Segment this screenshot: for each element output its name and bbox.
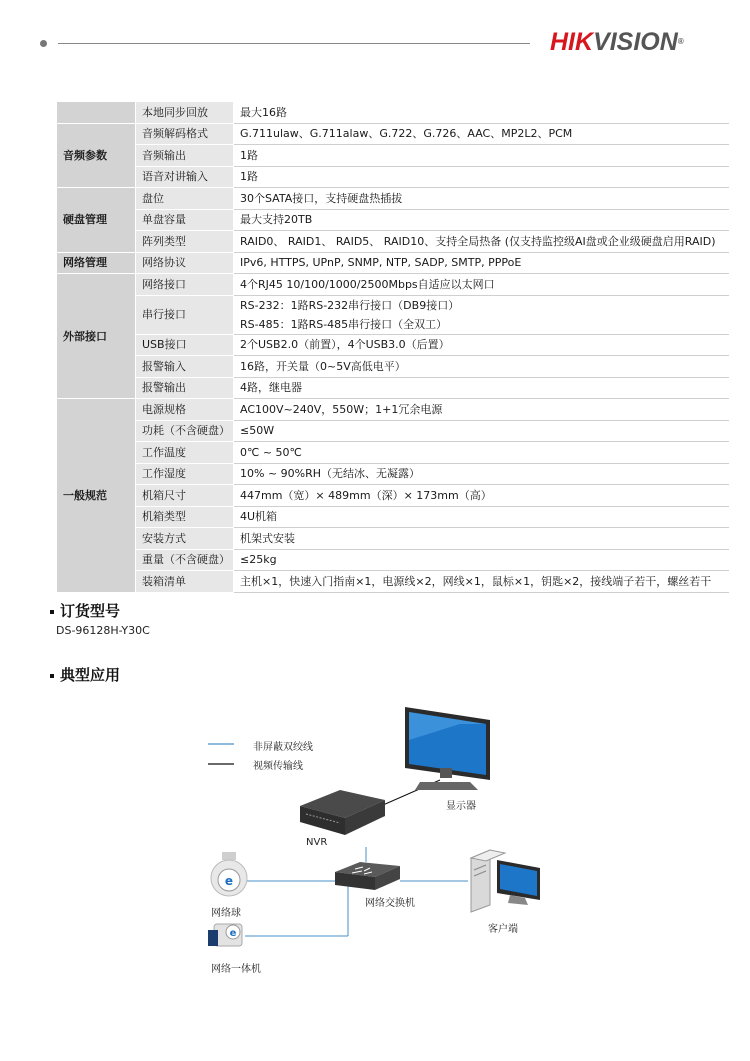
legend-blue-label: 非屏蔽双绞线 (253, 742, 313, 753)
application-section-title: 典型应用 (50, 664, 120, 685)
spec-value-line: RS-232：1路RS-232串行接口（DB9接口） (240, 298, 460, 312)
spec-label: 重量（不含硬盘） (136, 549, 234, 571)
order-section-title: 订货型号 (50, 600, 120, 621)
spec-label: 报警输出 (136, 377, 234, 399)
spec-label: 电源规格 (136, 399, 234, 421)
spec-label: 单盘容量 (136, 209, 234, 231)
spec-value-line: 16路，开关量（0~5V高低电平） (240, 359, 406, 373)
spec-value-line: 4U机箱 (240, 510, 278, 524)
spec-label: 盘位 (136, 188, 234, 210)
spec-value-line: AC100V~240V，550W；1+1冗余电源 (240, 402, 443, 416)
spec-value-line: 主机×1，快速入门指南×1，电源线×2，网线×1，鼠标×1，钥匙×2，接线端子若干，螺丝若干 (240, 574, 712, 588)
spec-value-line: ≤25kg (240, 553, 277, 567)
spec-label: 机箱尺寸 (136, 485, 234, 507)
bullet-camera-label: 网络一体机 (211, 964, 261, 975)
spec-label: 本地同步回放 (136, 102, 234, 124)
spec-label: 机箱类型 (136, 506, 234, 528)
spec-value-line: 2个USB2.0（前置），4个USB3.0（后置） (240, 338, 450, 352)
switch-icon (335, 862, 400, 890)
spec-group-label: 音频参数 (57, 123, 136, 188)
spec-group-label: 一般规范 (57, 399, 136, 593)
svg-text:e: e (224, 874, 234, 888)
spec-value-line: 1路 (240, 170, 258, 184)
spec-value-line: 最大支持20TB (240, 213, 313, 227)
client-label: 客户端 (488, 924, 518, 935)
spec-label: 音频解码格式 (136, 123, 234, 145)
spec-group-label: 硬盘管理 (57, 188, 136, 253)
spec-label: 阵列类型 (136, 231, 234, 253)
spec-value-line: 4个RJ45 10/100/1000/2500Mbps自适应以太网口 (240, 277, 495, 291)
spec-value-line: RS-485：1路RS-485串行接口（全双工） (240, 317, 448, 331)
spec-value-line: RAID0、 RAID1、 RAID5、 RAID10、支持全局热备 (仅支持监控级AI盘或企业级硬盘启用RAID) (240, 234, 716, 248)
spec-value-line: 10% ~ 90%RH（无结冰、无凝露） (240, 467, 421, 481)
nvr-label: NVR (306, 837, 328, 848)
spec-label: 语音对讲输入 (136, 166, 234, 188)
bullet-camera-icon (208, 924, 242, 946)
spec-value-line: 0℃ ~ 50℃ (240, 445, 302, 459)
spec-label: 安装方式 (136, 528, 234, 550)
spec-label: 功耗（不含硬盘） (136, 420, 234, 442)
nvr-icon (300, 790, 385, 835)
spec-value-line: 最大16路 (240, 105, 287, 119)
legend-black-label: 视频传输线 (253, 761, 303, 772)
spec-value-line: 机架式安装 (240, 531, 295, 545)
spec-label: 音频输出 (136, 145, 234, 167)
order-model: DS-96128H-Y30C (56, 624, 150, 637)
spec-label: 装箱清单 (136, 571, 234, 593)
spec-value-line: 447mm（宽）× 489mm（深）× 173mm（高） (240, 488, 492, 502)
spec-group-label: 网络管理 (57, 252, 136, 274)
spec-value-line: 30个SATA接口，支持硬盘热插拔 (240, 191, 403, 205)
spec-label: 网络协议 (136, 252, 234, 274)
spec-label: USB接口 (136, 334, 234, 356)
svg-text:e: e (229, 928, 237, 939)
monitor-label: 显示器 (446, 801, 476, 812)
dome-camera-icon (211, 852, 247, 896)
spec-value-line: 1路 (240, 148, 258, 162)
switch-label: 网络交换机 (365, 898, 415, 909)
spec-value-line: G.711ulaw、G.711alaw、G.722、G.726、AAC、MP2L2、PCM (240, 127, 573, 141)
spec-label: 工作湿度 (136, 463, 234, 485)
hikvision-logo: HIKVISION® (550, 28, 684, 56)
client-pc-icon (471, 850, 540, 912)
spec-label: 串行接口 (136, 295, 234, 334)
dome-label: 网络球 (211, 908, 241, 919)
spec-group-label: 外部接口 (57, 274, 136, 399)
spec-value-line: IPv6, HTTPS, UPnP, SNMP, NTP, SADP, SMTP, PPPoE (240, 256, 522, 270)
spec-value-line: ≤50W (240, 424, 275, 438)
monitor-icon (405, 707, 490, 790)
spec-label: 网络接口 (136, 274, 234, 296)
spec-label: 工作温度 (136, 442, 234, 464)
spec-label: 报警输入 (136, 356, 234, 378)
spec-value-line: 4路，继电器 (240, 381, 302, 395)
